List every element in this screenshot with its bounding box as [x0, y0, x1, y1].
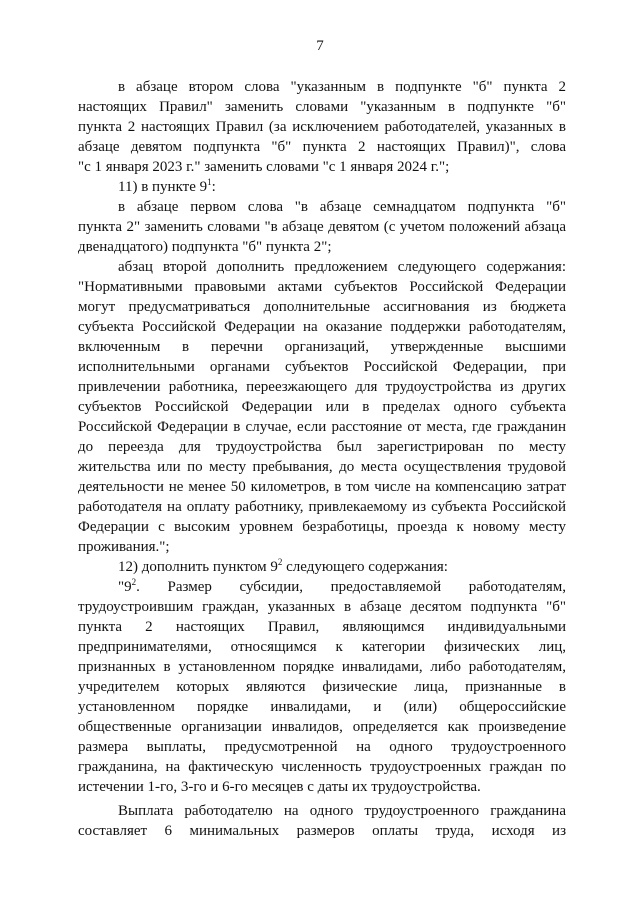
- text-line-item-11: [118, 178, 216, 197]
- text-line: пункта 2 настоящих Правил, являющимся индивидуальными: [78, 619, 566, 635]
- text-line: "с 1 января 2023 г." заменить словами "с 1 января 2024 г.";: [78, 159, 450, 175]
- text-line: в абзаце первом слова "в абзаце семнадцатом подпункта "б": [118, 199, 566, 215]
- text-line: составляет 6 минимальных размеров оплаты труда, исходя из: [78, 823, 566, 839]
- quote-9-text: "9: [118, 579, 132, 595]
- text-line: предпринимателями, относящимся к категории физических лиц,: [78, 639, 566, 655]
- text-line: признанных в установленном порядке инвалидами, либо работодателям,: [78, 659, 566, 675]
- text-line: пункта 2 настоящих Правил (за исключением работодателей, указанных в: [78, 119, 566, 135]
- text-line: субъектов Российской Федерации или в пределах одного субъекта: [78, 399, 566, 415]
- text-line: "Нормативными правовыми актами субъектов Российской Федерации: [78, 279, 566, 295]
- text-line: работодателя на оплату работнику, привлекаемому из субъекта Российской: [78, 499, 566, 515]
- text-line: учредителем которых являются физические лица, признанные в: [78, 679, 566, 695]
- text-line: могут предусматриваться дополнительные ассигнования из бюджета: [78, 299, 566, 315]
- text-line: двенадцатого) подпункта "б" пункта 2";: [78, 239, 332, 255]
- text-line: Федерации с высоким уровнем безработицы, проезда к новому месту: [78, 519, 566, 535]
- page-number: 7: [316, 38, 324, 54]
- text-line: общественные организации инвалидов, определяется как произведение: [78, 719, 566, 735]
- text-line: трудоустроившим граждан, указанных в абзаце десятом подпункта "б": [78, 599, 566, 615]
- text-line: исполнительными органами субъектов Российской Федерации, при: [78, 359, 566, 375]
- text-line: проживания.";: [78, 539, 170, 555]
- item-12-text: 12) дополнить пунктом 9: [118, 559, 278, 575]
- item-12-tail: следующего содержания:: [282, 559, 448, 575]
- item-11-tail: :: [211, 179, 216, 195]
- text-line: размера выплаты, предусмотренной на одного трудоустроенного: [78, 739, 566, 755]
- superscript: 2: [277, 557, 283, 567]
- text-line: абзаце девятом подпункта "б" пункта 2 настоящих Правил)", слова: [78, 139, 566, 155]
- text-line: абзац второй дополнить предложением следующего содержания:: [118, 259, 566, 275]
- text-line: в абзаце втором слова "указанным в подпункте "б" пункта 2: [118, 79, 566, 95]
- text-line: истечении 1-го, 3-го и 6-го месяцев с даты их трудоустройства.: [78, 779, 481, 795]
- text-line: привлечении работника, переезжающего для трудоустройства из других: [78, 379, 566, 395]
- text-line: жительства или по месту пребывания, до места осуществления трудовой: [78, 459, 566, 475]
- text-line-item-12: [118, 558, 448, 577]
- text-line: установленном порядке инвалидами, и (или) общероссийские: [78, 699, 566, 715]
- text-line: деятельности не менее 50 километров, в том числе на компенсацию затрат: [78, 479, 566, 495]
- superscript: 1: [207, 177, 212, 187]
- item-11-text: 11) в пункте 9: [118, 179, 208, 195]
- text-line: настоящих Правил" заменить словами "указанным в подпункте "б": [78, 99, 566, 115]
- text-line: включенным в перечни организаций, утвержденные высшими: [78, 339, 566, 355]
- text-line: Выплата работодателю на одного трудоустроенного гражданина: [118, 803, 566, 819]
- quote-9-rest: . Размер субсидии, предоставляемой работодателям,: [136, 579, 566, 595]
- superscript: 2: [131, 577, 137, 587]
- text-line-9-2: [118, 578, 566, 597]
- text-line: Российской Федерации в случае, если расстояние от места, где гражданин: [78, 419, 566, 435]
- text-line: пункта 2" заменить словами "в абзаце девятом (с учетом положений абзаца: [78, 219, 566, 235]
- text-line: субъекта Российской Федерации на оказание поддержки работодателям,: [78, 319, 566, 335]
- text-line: до переезда для трудоустройства был зарегистрирован по месту: [78, 439, 566, 455]
- text-line: гражданина, на фактическую численность трудоустроенных граждан по: [78, 759, 566, 775]
